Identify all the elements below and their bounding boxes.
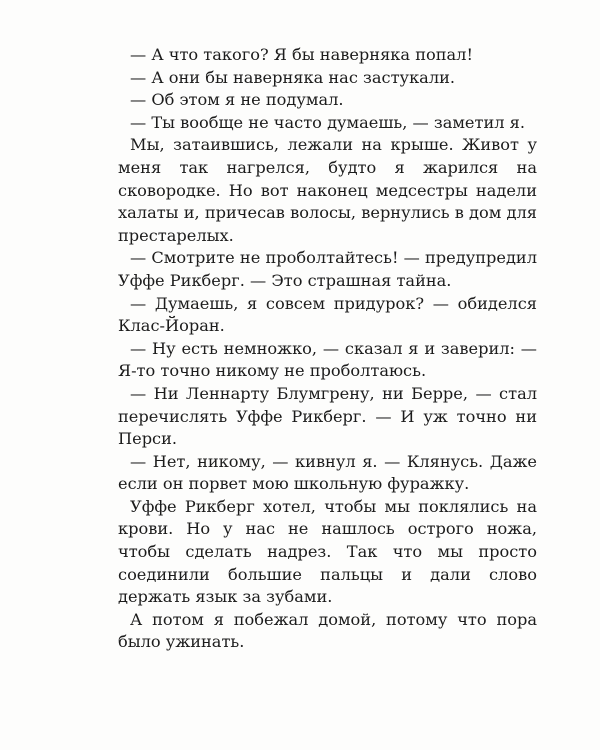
paragraph: — А они бы наверняка нас застукали. — [130, 67, 456, 87]
paragraph: — Об этом я не подумал. — [130, 90, 344, 110]
paragraph: — Нет, никому, — кивнул я. — Клянусь. Даже если он порвет мою школьную фуражку. — [118, 451, 537, 494]
paragraph: Уффе Рикберг хотел, чтобы мы поклялись на крови. Но у нас не нашлось острого ножа, чтобы сделать надрез. Так что мы просто соединили большие пальцы и дали слово держать язык за зубами. — [118, 496, 537, 607]
paragraph: — Думаешь, я совсем придурок? — обиделся Клас-Йоран. — [118, 293, 537, 336]
paragraph: — Ни Леннарту Блумгрену, ни Берре, — стал перечислять Уффе Рикберг. — И уж точно ни Перси. — [118, 383, 537, 449]
paragraph: — Ты вообще не часто думаешь, — заметил я. — [130, 112, 526, 132]
paragraph: А потом я побежал домой, потому что пора было ужинать. — [118, 609, 537, 652]
page-text — [118, 44, 537, 654]
paragraph: — Ну есть немножко, — сказал я и заверил: — Я-то точно никому не проболтаюсь. — [118, 338, 537, 381]
paragraph: Мы, затаившись, лежали на крыше. Живот у меня так нагрелся, будто я жарился на сковородке. Но вот наконец медсестры надели халаты и, причесав волосы, вернулись в дом для престарелых. — [118, 135, 537, 245]
paragraph: — Смотрите не проболтайтесь! — предупредил Уффе Рикберг. — Это страшная тайна. — [118, 248, 537, 290]
paragraph: — А что такого? Я бы наверняка попал! — [130, 45, 473, 64]
